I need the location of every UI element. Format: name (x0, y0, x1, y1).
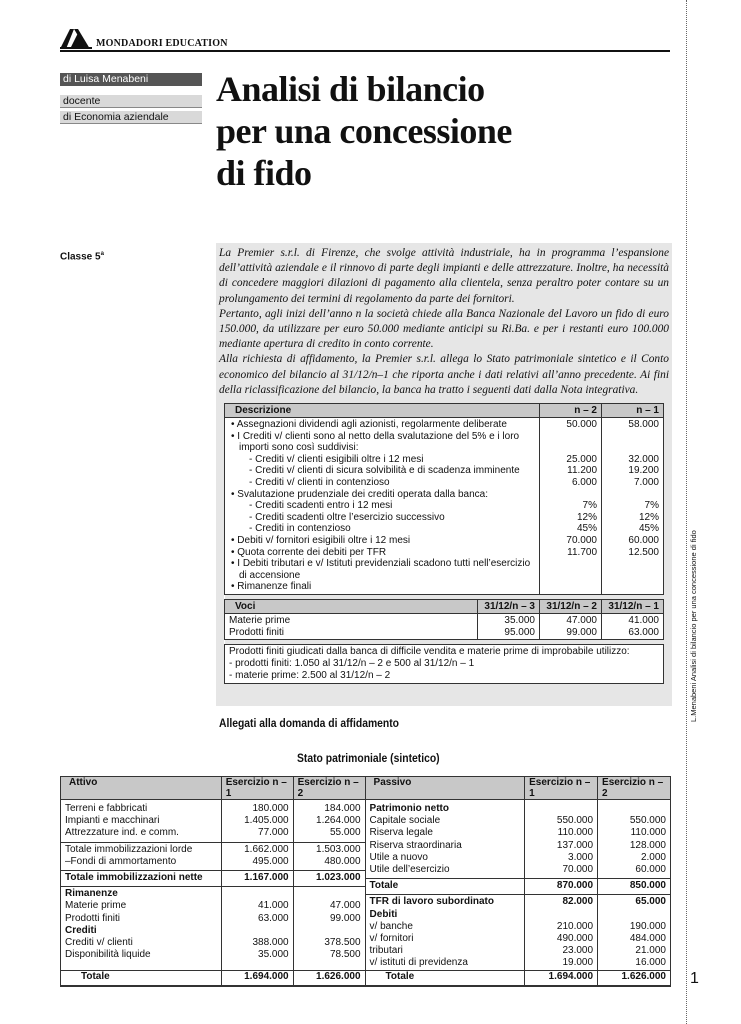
voci-values-n2 (540, 613, 602, 639)
attivo-row-label: Attrezzature ind. e comm. (65, 827, 179, 839)
attivo-row-value: 1.167.000 (222, 870, 293, 884)
intro-paragraph: Alla richiesta di affidamento, la Premier s.r.l. allega lo Stato patrimoniale sintetico e il Conto economico del bilancio al 31/12/n–1 che riporta anche i dati relativi all’anno precedente. Ai fini della riclassificazione del bilancio, la banca ha tratto i seguenti dati dalla Nota integrativa. (219, 353, 669, 396)
title-line: Analisi di bilancio (216, 69, 485, 109)
passivo-row-value (602, 803, 666, 815)
nota-row-value (544, 489, 597, 501)
attivo-row-label: Totale immobilizzazioni lorde (61, 842, 221, 856)
nota-row-value: 12% (638, 511, 659, 523)
passivo-row-value (529, 803, 593, 815)
values-n1-cell (602, 418, 664, 595)
passivo-row-label: Totale (366, 878, 525, 892)
voci-value: 63.000 (628, 626, 659, 638)
header-n2: n – 2 (540, 404, 602, 418)
passivo-row-label: v/ fornitori (369, 933, 414, 945)
attivo-row-value: 99.000 (329, 912, 361, 924)
total-value: 1.626.000 (598, 970, 671, 986)
attivo-row-value: 1.503.000 (294, 842, 365, 856)
attivo-row-value: 495.000 (252, 855, 289, 867)
nota-row-desc: - Crediti scadenti entro i 12 mesi (249, 500, 393, 512)
nota-row-value: 11.200 (567, 465, 597, 477)
passivo-values-n2 (598, 800, 671, 971)
voci-labels (225, 613, 478, 639)
passivo-row-label: tributari (369, 945, 403, 957)
attivo-row-value: 63.000 (258, 912, 289, 924)
nota-row-value (606, 558, 659, 581)
header-descrizione: Descrizione (225, 404, 540, 418)
nota-row-desc: - Crediti scadenti oltre l’esercizio successivo (249, 511, 445, 523)
passivo-row-value (529, 909, 593, 921)
nota-row-value: 25.000 (566, 453, 597, 465)
passivo-row-value: 3.000 (568, 851, 594, 863)
header-attivo: Attivo (61, 777, 222, 800)
attivo-row-label: Rimanenze (61, 886, 221, 900)
total-value: 1.694.000 (221, 970, 293, 986)
nota-row-value: 58.000 (628, 419, 659, 430)
nota-row-value (544, 558, 597, 581)
attivo-row-value: 1.662.000 (222, 842, 293, 856)
passivo-row-value: 190.000 (629, 920, 666, 932)
side-running-title: L.Menabeni Analisi di bilancio per una concessione di fido (689, 530, 698, 722)
passivo-row-value: 490.000 (556, 933, 594, 945)
nota-row-desc: • Assegnazioni dividendi agli azionisti, regolarmente deliberate (231, 419, 507, 430)
passivo-row-value: 60.000 (635, 864, 666, 876)
attivo-row-label: Terreni e fabbricati (65, 803, 148, 814)
note-cell (225, 645, 664, 684)
passivo-row-value: 110.000 (630, 827, 666, 839)
passivo-row-value: 16.000 (635, 957, 666, 969)
attivo-row-value: 480.000 (324, 855, 361, 867)
attivo-row-value (226, 925, 289, 937)
header-rule (60, 50, 670, 52)
passivo-labels (365, 800, 525, 971)
nota-row-value: 12% (576, 511, 597, 523)
passivo-values-n1 (525, 800, 598, 971)
passivo-row-label: Riserva straordinaria (369, 839, 462, 851)
balance-header-row (61, 777, 671, 800)
attivo-values-n2 (293, 800, 365, 971)
passivo-row-value: 65.000 (598, 894, 670, 908)
total-value: 1.694.000 (525, 970, 598, 986)
nota-row-value: 7.000 (633, 476, 659, 488)
passivo-row-value: 210.000 (556, 920, 594, 932)
passivo-row-value: 870.000 (525, 878, 597, 892)
header-pas-n1: Esercizio n – 1 (525, 777, 598, 800)
attivo-row-value: 180.000 (252, 803, 289, 814)
nota-row-desc: • Debiti v/ fornitori esigibili oltre i 12 mesi (231, 534, 411, 546)
nota-row-value (544, 581, 597, 593)
voci-label: Materie prime (229, 614, 291, 626)
intro-paragraph: La Premier s.r.l. di Firenze, che svolge attività industriale, ha in programma l’espansione dell’attività aziendale e il rinnovo di parte degli impianti e delle attrezzature. Inoltre, ha necessità di concedere maggiori dilazioni di pagamento alla clientela, senza peraltro poter contare su un prolungamento dei termini di regolamento da parte dei fornitori. (219, 247, 669, 305)
nota-row-value: 32.000 (628, 453, 659, 465)
passivo-row-label: TFR di lavoro subordinato (366, 894, 525, 908)
author-subject: di Economia aziendale (60, 111, 202, 124)
attivo-row-value (298, 925, 361, 937)
nota-row-value: 50.000 (566, 419, 597, 430)
note-line: Prodotti finiti giudicati dalla banca di difficile vendita e materie prime di improbabile utilizzo: (229, 646, 630, 658)
nota-row-value: 45% (638, 523, 659, 535)
attivo-row-value: 1.405.000 (244, 815, 289, 827)
nota-integrativa-table (224, 403, 664, 684)
nota-row-value: 19.200 (628, 465, 659, 477)
nota-row-value (606, 431, 659, 454)
author-name: di Luisa Menabeni (60, 73, 202, 86)
voci-value: 35.000 (504, 614, 535, 626)
attivo-row-label: Prodotti finiti (65, 912, 121, 924)
passivo-row-value: 137.000 (556, 839, 594, 851)
nota-row-value: 70.000 (566, 534, 597, 546)
header-n2b: 31/12/n – 2 (540, 599, 602, 613)
passivo-row-value: 19.000 (562, 957, 594, 969)
passivo-row-label: Capitale sociale (369, 815, 441, 827)
voci-value: 47.000 (566, 614, 597, 626)
descriptions-cell (225, 418, 540, 595)
nota-row-value: 7% (582, 500, 597, 512)
total-label: Totale (365, 970, 525, 986)
balance-sheet-table (60, 776, 671, 987)
voci-value: 99.000 (566, 626, 597, 638)
header-passivo: Passivo (365, 777, 525, 800)
page-trim-line (686, 0, 687, 1024)
subsection-heading: Stato patrimoniale (sintetico) (297, 753, 440, 765)
attivo-row-value: 1.023.000 (294, 870, 365, 884)
header-n1: n – 1 (602, 404, 664, 418)
header-att-n2: Esercizio n – 2 (293, 777, 365, 800)
page-title (216, 68, 512, 194)
voci-values-n3 (478, 613, 540, 639)
nota-row-desc: - Crediti v/ clienti in contenzioso (249, 476, 390, 488)
attivo-row-value: 35.000 (258, 949, 289, 961)
passivo-row-value: 23.000 (562, 945, 594, 957)
nota-row-desc: - Crediti v/ clienti di sicura solvibilità e di scadenza imminente (249, 465, 520, 477)
header-att-n1: Esercizio n – 1 (221, 777, 293, 800)
voci-label: Prodotti finiti (229, 626, 285, 638)
attivo-row-label: Crediti v/ clienti (65, 937, 133, 949)
attivo-row-label: Materie prime (65, 900, 127, 912)
passivo-row-label: Utile a nuovo (369, 851, 428, 863)
table-body-row (225, 418, 664, 595)
nota-row-desc: • Svalutazione prudenziale dei crediti operata dalla banca: (231, 488, 489, 500)
attivo-values-n1 (221, 800, 293, 971)
nota-row-value (606, 489, 659, 501)
passivo-row-label: Riserva legale (369, 827, 433, 839)
passivo-row-label: Debiti (369, 908, 398, 920)
table-header-row (225, 404, 664, 418)
passivo-row-value: 128.000 (629, 839, 666, 851)
passivo-row-label: v/ istituti di previdenza (369, 957, 468, 969)
brand-name: MONDADORI EDUCATION (96, 38, 228, 49)
attivo-row-value: 41.000 (258, 900, 289, 912)
nota-row-desc: • Quota corrente dei debiti per TFR (231, 546, 387, 558)
passivo-row-value: 850.000 (598, 878, 670, 892)
attivo-row-label: Impianti e macchinari (65, 815, 160, 827)
passivo-row-value: 21.000 (635, 945, 666, 957)
attivo-row-value: 378.500 (324, 937, 361, 949)
header-pas-n2: Esercizio n – 2 (598, 777, 671, 800)
title-line: di fido (216, 153, 312, 193)
attivo-row-label: –Fondi di ammortamento (65, 855, 177, 867)
nota-row-value: 12.500 (628, 546, 659, 558)
intro-paragraph: Pertanto, agli inizi dell’anno n la società chiede alla Banca Nazionale del Lavoro un fido di euro 150.000, da utilizzare per euro 50.000 mediante anticipi su Ri.Ba. e per i restanti euro 100.000 mediante apertura di credito in conto corrente. (219, 307, 669, 351)
attivo-labels (61, 800, 222, 971)
voci-header-row (225, 599, 664, 613)
passivo-row-label: Utile dell’esercizio (369, 864, 450, 876)
voci-value: 41.000 (628, 614, 659, 626)
voci-body-row (225, 613, 664, 639)
nota-row-desc: • I Crediti v/ clienti sono al netto della svalutazione del 5% e i loro importi sono così suddivisi: (231, 430, 520, 454)
attivo-row-label: Totale immobilizzazioni nette (61, 870, 221, 884)
nota-row-value (544, 431, 597, 454)
header-voci: Voci (225, 599, 478, 613)
passivo-row-label: Patrimonio netto (369, 803, 449, 814)
note-line: - prodotti finiti: 1.050 al 31/12/n – 2 e 500 al 31/12/n – 1 (229, 658, 475, 670)
voci-values-n1 (602, 613, 664, 639)
intro-text (219, 246, 669, 398)
nota-row-desc: • Rimanenze finali (231, 581, 312, 593)
page-number: 1 (690, 970, 699, 987)
mondadori-logo-icon (60, 27, 92, 49)
balance-total-row (61, 970, 671, 986)
passivo-row-value: 550.000 (556, 815, 594, 827)
header-n3: 31/12/n – 3 (478, 599, 540, 613)
passivo-row-value (602, 909, 666, 921)
nota-row-desc: - Crediti v/ clienti esigibili oltre i 12 mesi (249, 453, 424, 465)
class-label (60, 251, 104, 262)
header-n1b: 31/12/n – 1 (602, 599, 664, 613)
note-line: - materie prime: 2.500 al 31/12/n – 2 (229, 670, 391, 682)
section-heading: Allegati alla domanda di affidamento (219, 718, 400, 730)
total-value: 1.626.000 (293, 970, 365, 986)
nota-row-desc: • I Debiti tributari e v/ Istituti previdenziali scadono tutti nell’esercizio di accensione (231, 558, 531, 581)
passivo-row-label: v/ banche (369, 920, 413, 932)
attivo-row-value: 184.000 (324, 803, 361, 814)
passivo-row-value: 110.000 (557, 827, 594, 839)
title-line: per una concessione (216, 111, 512, 151)
passivo-row-value: 70.000 (562, 864, 594, 876)
attivo-row-label: Disponibilità liquide (65, 949, 151, 961)
attivo-row-value (294, 886, 365, 900)
nota-row-value: 11.700 (567, 546, 597, 558)
nota-row-desc: - Crediti in contenzioso (249, 523, 351, 535)
attivo-row-value: 1.264.000 (316, 815, 361, 827)
values-n2-cell (540, 418, 602, 595)
attivo-row-value: 55.000 (329, 827, 361, 839)
author-role: docente (60, 95, 202, 108)
passivo-row-value: 82.000 (525, 894, 597, 908)
nota-row-value: 60.000 (628, 534, 659, 546)
nota-row-value: 7% (644, 500, 659, 512)
voci-value: 95.000 (504, 626, 535, 638)
nota-row-value: 45% (576, 523, 597, 535)
nota-row-value (606, 581, 659, 593)
passivo-row-value: 484.000 (629, 933, 666, 945)
passivo-row-value: 550.000 (629, 815, 666, 827)
class-sup: a (100, 251, 104, 257)
passivo-row-value: 2.000 (640, 851, 666, 863)
note-row (225, 645, 664, 684)
attivo-row-value (222, 886, 293, 900)
nota-row-value: 6.000 (571, 476, 597, 488)
total-label: Totale (61, 970, 222, 986)
attivo-row-value: 78.500 (329, 949, 361, 961)
balance-body-row (61, 800, 671, 971)
attivo-row-value: 77.000 (258, 827, 289, 839)
attivo-row-label: Crediti (65, 924, 97, 936)
attivo-row-value: 47.000 (329, 900, 361, 912)
attivo-row-value: 388.000 (252, 937, 289, 949)
class-text: Classe 5 (60, 251, 101, 263)
